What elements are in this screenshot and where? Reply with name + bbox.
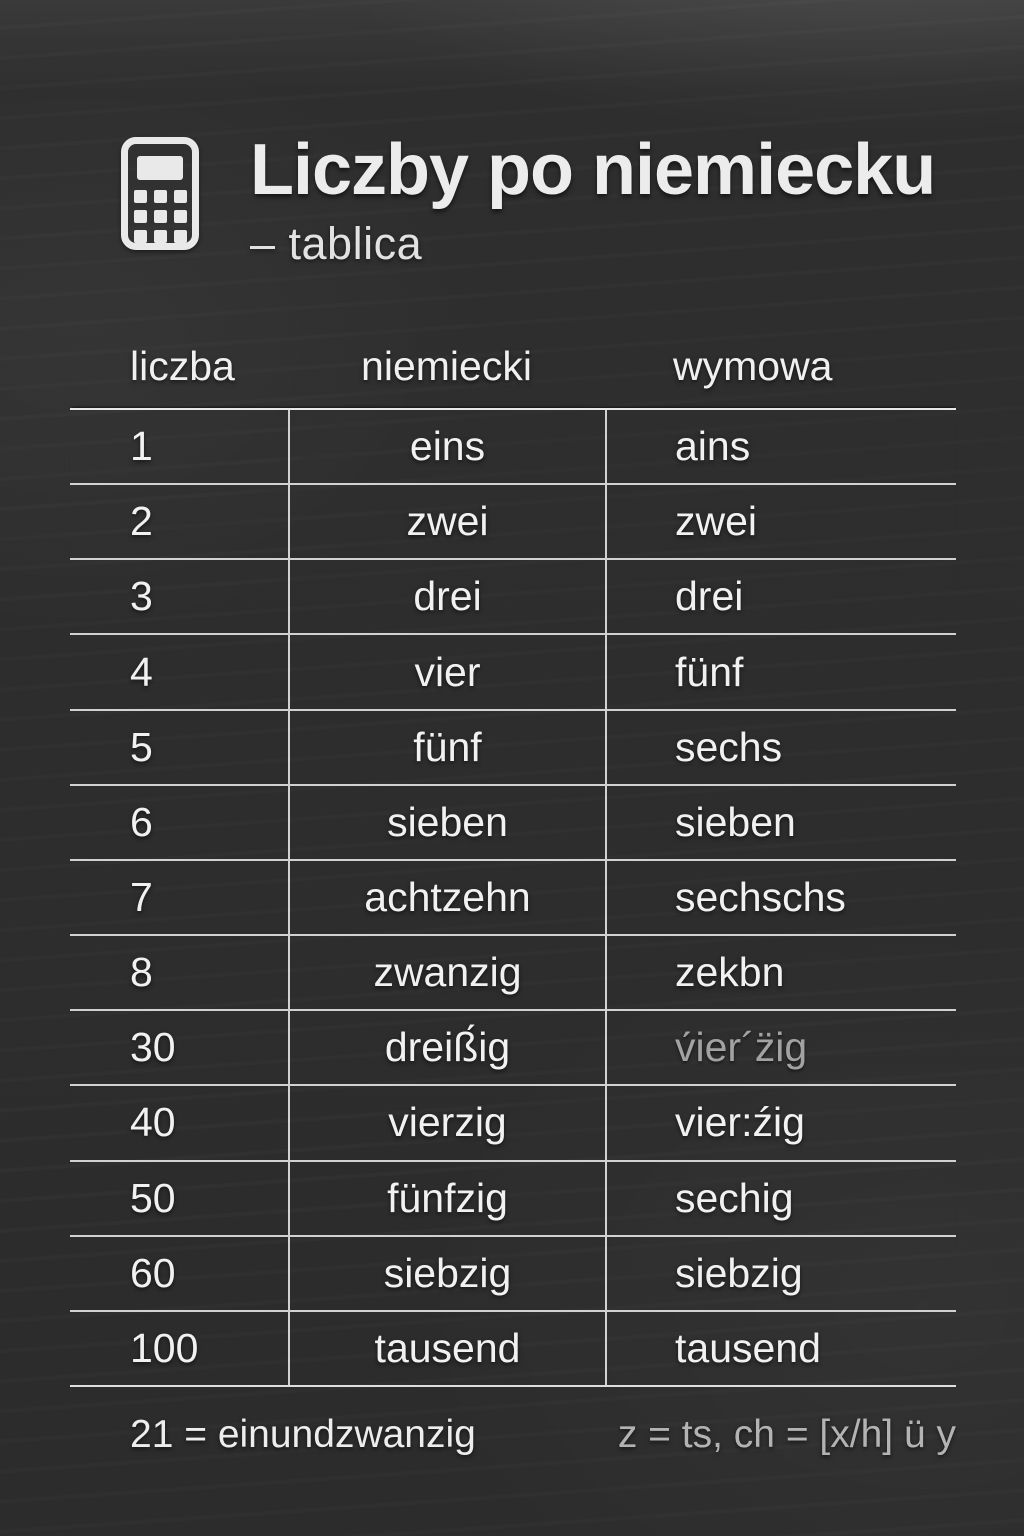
numbers-table [70, 408, 956, 1387]
column-header-wymowa: wymowa [673, 342, 833, 389]
number-cell: 30 [130, 1024, 176, 1071]
calculator-display [137, 156, 183, 180]
german-cell: drei [288, 560, 605, 633]
german-cell: vierzig [288, 1086, 605, 1159]
column-header-liczba: liczba [130, 342, 235, 389]
table-row [70, 1235, 956, 1310]
table-row [70, 1310, 956, 1385]
table-row [70, 483, 956, 558]
footer-pronunciation-note: z = ts, ch = [x/h] ü y [617, 1413, 956, 1456]
calculator-key [154, 210, 167, 223]
pronunciation-cell: sieben [605, 786, 956, 859]
number-cell: 2 [130, 498, 153, 545]
calculator-icon [121, 137, 199, 250]
calculator-key [174, 210, 187, 223]
table-row [70, 633, 956, 708]
pronunciation-cell: zwei [605, 485, 956, 558]
calculator-key [154, 190, 167, 203]
number-cell: 1 [130, 423, 153, 470]
table-row [70, 709, 956, 784]
german-cell: achtzehn [288, 861, 605, 934]
footer [70, 1402, 956, 1468]
table-row [70, 1160, 956, 1235]
german-cell: zwei [288, 485, 605, 558]
calculator-key [154, 230, 167, 243]
german-cell: tausend [288, 1312, 605, 1385]
german-cell: fünfzig [288, 1162, 605, 1235]
number-cell: 7 [130, 874, 153, 921]
pronunciation-cell: sechschs [605, 861, 956, 934]
german-cell: fünf [288, 711, 605, 784]
german-cell: dreiß́ig [288, 1011, 605, 1084]
pronunciation-cell: ains [605, 410, 956, 483]
number-cell: 6 [130, 798, 153, 845]
page-title: Liczby po niemiecku [250, 130, 936, 210]
number-cell: 5 [130, 723, 153, 770]
header-titles [250, 130, 1010, 270]
number-cell: 100 [130, 1324, 199, 1371]
pronunciation-cell: sechig [605, 1162, 956, 1235]
table-row [70, 859, 956, 934]
table-header [70, 338, 956, 394]
calculator-key [174, 230, 187, 243]
table-row [70, 1009, 956, 1084]
german-cell: eins [288, 410, 605, 483]
calculator-key [174, 190, 187, 203]
pronunciation-cell: sechs [605, 711, 956, 784]
german-cell: sieben [288, 786, 605, 859]
page-subtitle: – tablica [250, 218, 423, 269]
german-cell: zwanzig [288, 936, 605, 1009]
pronunciation-cell: drei [605, 560, 956, 633]
german-cell: vier [288, 635, 605, 708]
pronunciation-cell: vier:źig [605, 1086, 956, 1159]
table-row [70, 1084, 956, 1159]
number-cell: 50 [130, 1174, 176, 1221]
table-row [70, 410, 956, 483]
calculator-keys [134, 190, 187, 243]
pronunciation-cell: v́ier´z̈ig [605, 1011, 956, 1084]
table-row [70, 784, 956, 859]
pronunciation-cell: tausend [605, 1312, 956, 1385]
calculator-key [134, 210, 147, 223]
number-cell: 4 [130, 648, 153, 695]
pronunciation-cell: siebzig [605, 1237, 956, 1310]
number-cell: 8 [130, 949, 153, 996]
pronunciation-cell: zekbn [605, 936, 956, 1009]
table-row [70, 934, 956, 1009]
number-cell: 3 [130, 573, 153, 620]
column-header-niemiecki: niemiecki [361, 342, 532, 389]
table-row [70, 558, 956, 633]
calculator-key [134, 190, 147, 203]
footer-example-note: 21 = einundzwanzig [130, 1413, 476, 1456]
german-cell: siebzig [288, 1237, 605, 1310]
pronunciation-cell: fünf [605, 635, 956, 708]
number-cell: 40 [130, 1099, 176, 1146]
number-cell: 60 [130, 1249, 176, 1296]
calculator-key [134, 230, 147, 243]
